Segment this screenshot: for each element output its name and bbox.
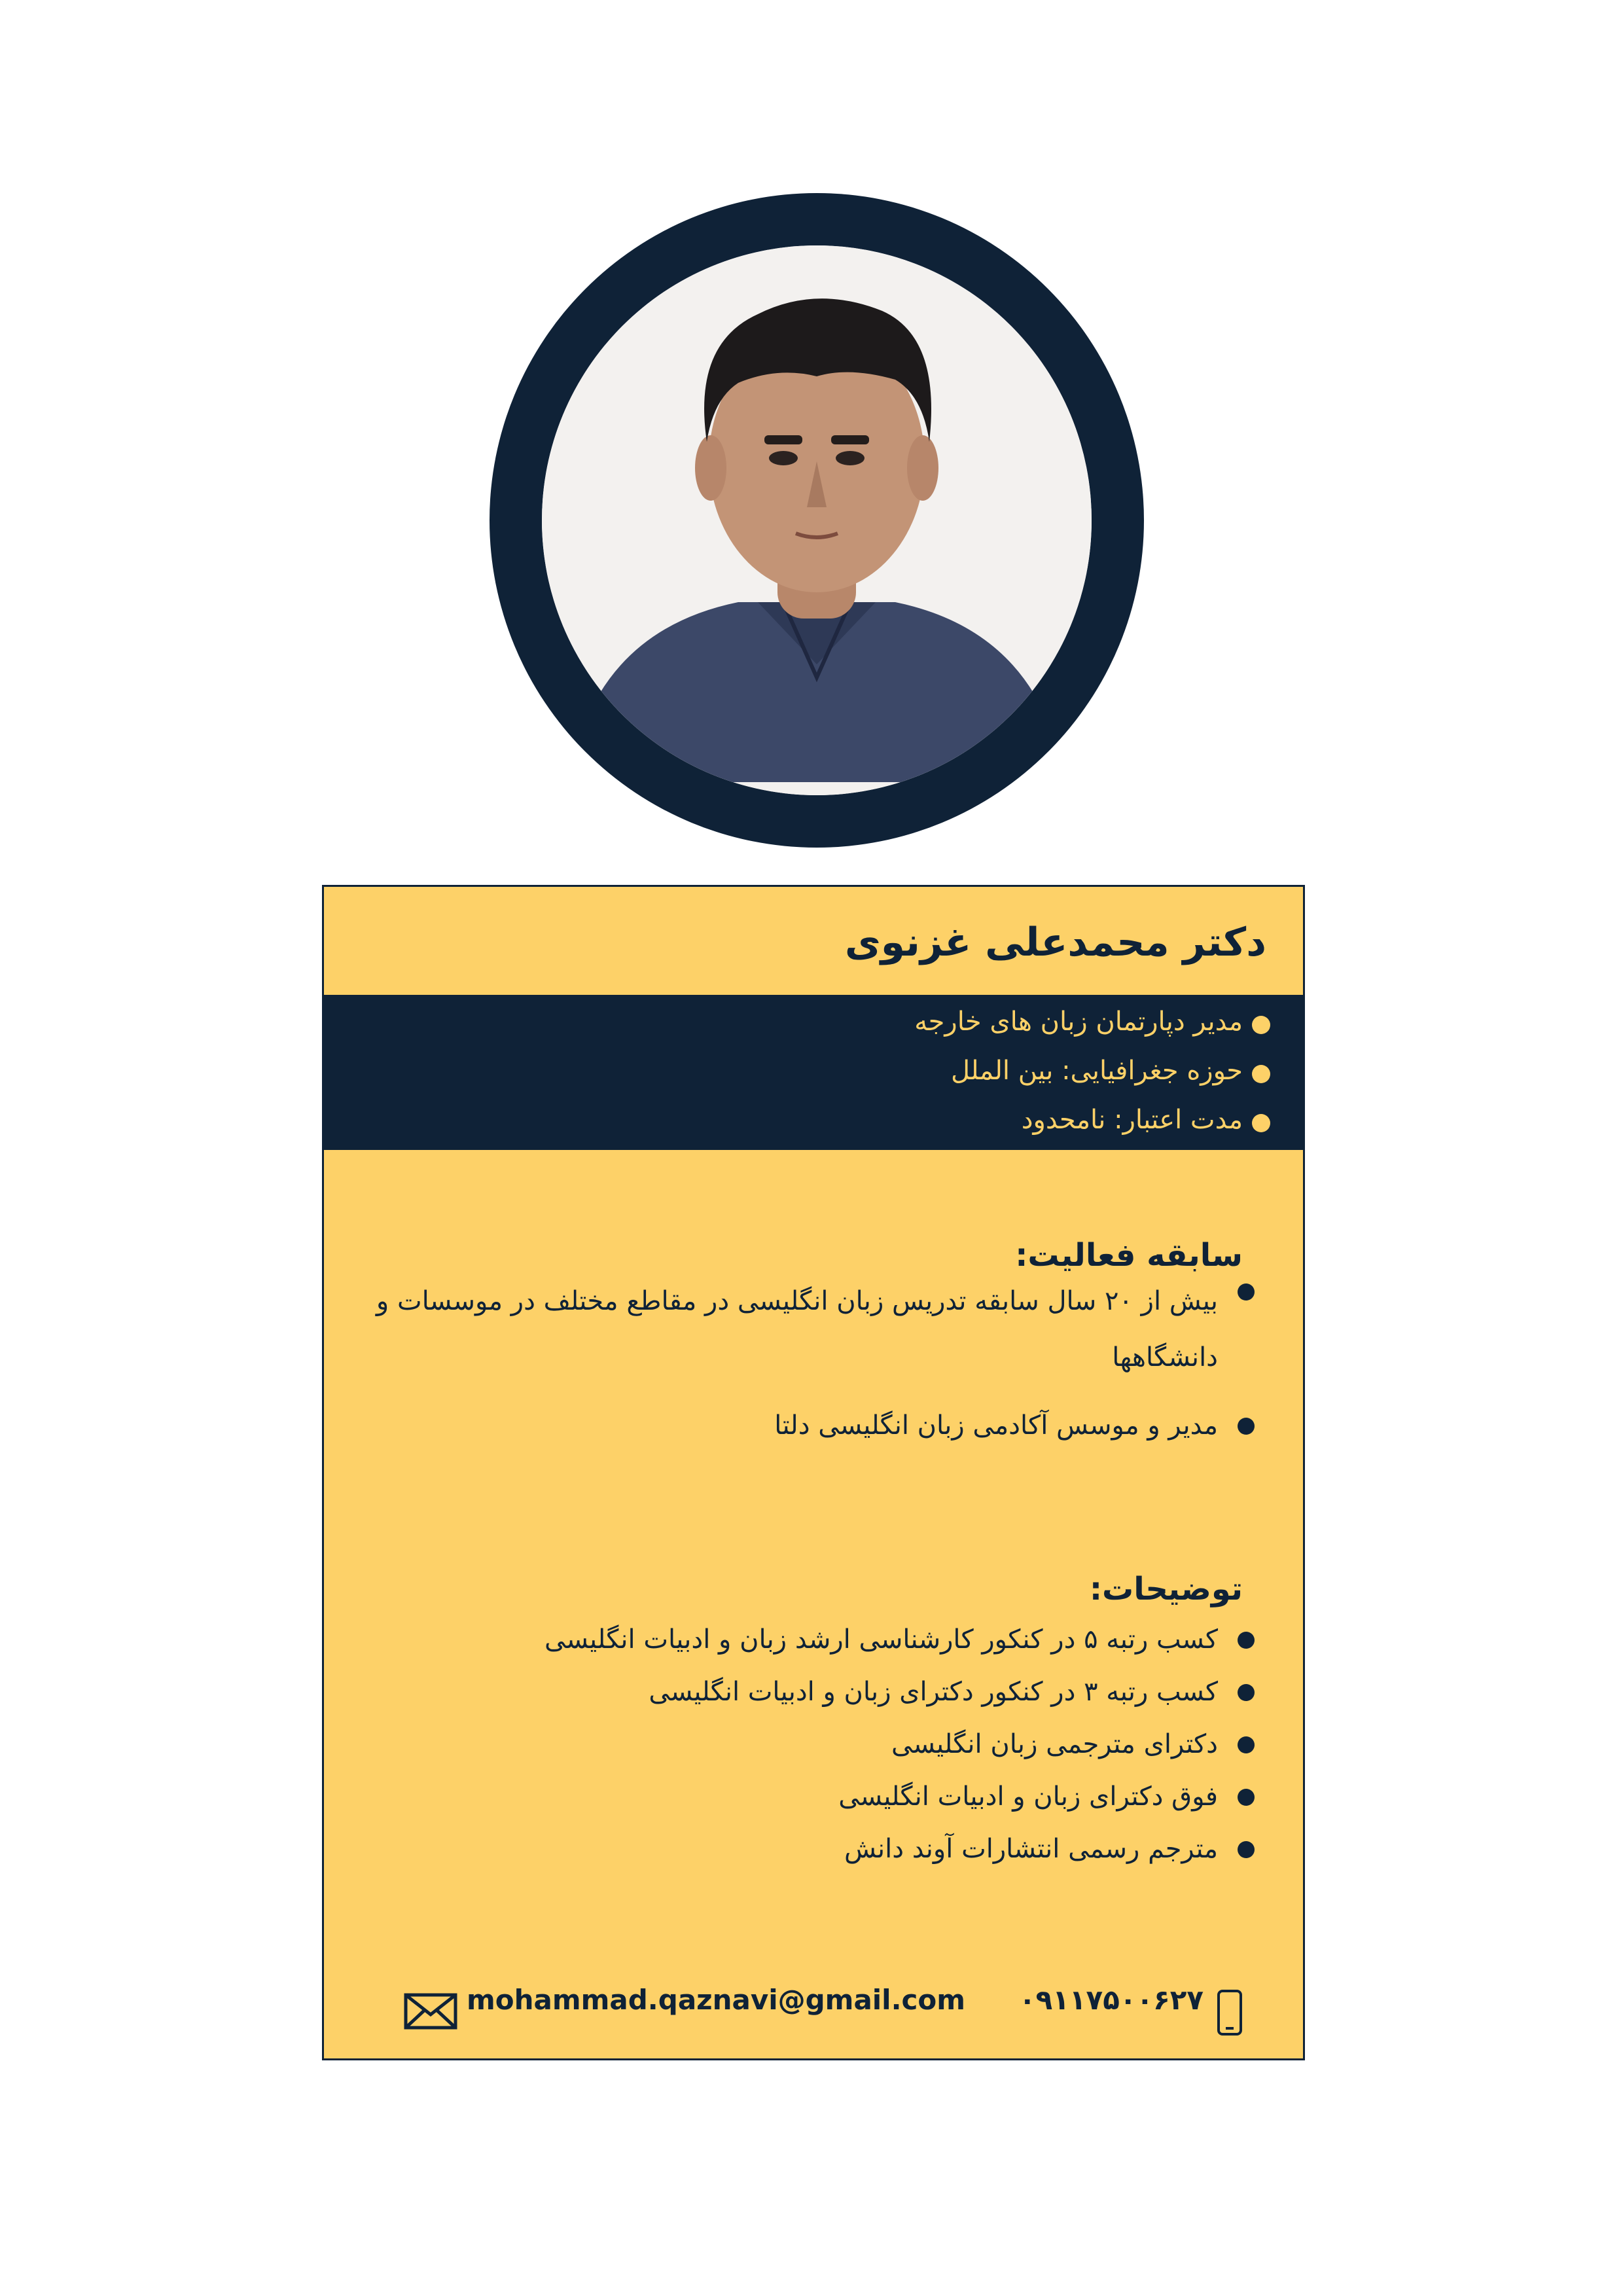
phone-number[interactable]: ۰۹۱۱۷۵۰۰۶۲۷: [1019, 1984, 1204, 2016]
portrait-image: [542, 245, 1092, 795]
notes-item: [544, 1621, 1218, 1658]
notes-item: [891, 1726, 1218, 1763]
notes-text: دکترای مترجمی زبان انگلیسی: [891, 1729, 1218, 1759]
bullet-dot-icon: [1238, 1418, 1255, 1435]
notes-text: مترجم رسمی انتشارات آوند دانش: [844, 1834, 1218, 1864]
bullet-dot-icon: [1238, 1684, 1255, 1701]
profile-photo: [542, 245, 1092, 795]
experience-text: مدیر و موسس آکادمی زبان انگلیسی دلتا: [774, 1410, 1218, 1441]
highlight-text: مدت اعتبار: نامحدود: [1021, 1105, 1243, 1135]
bullet-dot-icon: [1238, 1736, 1255, 1753]
experience-text: بیش از ۲۰ سال سابقه تدریس زبان انگلیسی در مقاطع مختلف در موسسات و دانشگاهها: [376, 1286, 1218, 1372]
notes-item: [838, 1778, 1218, 1815]
experience-title: سابقه فعالیت:: [1015, 1237, 1243, 1274]
person-name: دکتر محمدعلی غزنوی: [844, 920, 1266, 965]
profile-photo-frame: [490, 193, 1144, 848]
notes-item: [649, 1674, 1218, 1710]
mobile-phone-icon: [1217, 1989, 1243, 2036]
highlight-item: [1022, 1105, 1243, 1135]
bullet-dot-icon: [1238, 1283, 1255, 1300]
notes-text: فوق دکترای زبان و ادبیات انگلیسی: [838, 1782, 1218, 1812]
profile-card: [322, 885, 1305, 2060]
bullet-dot-icon: [1238, 1841, 1255, 1858]
experience-item: [774, 1407, 1218, 1444]
bullet-dot-icon: [1252, 1016, 1270, 1034]
highlight-text: حوزه جغرافیایی: بین الملل: [951, 1056, 1243, 1086]
notes-text: کسب رتبه ۳ در کنکور دکترای زبان و ادبیات انگلیسی: [649, 1677, 1218, 1707]
highlight-text: مدیر دپارتمان زبان های خارجه: [914, 1007, 1243, 1037]
highlights-band: [324, 995, 1303, 1150]
envelope-icon: [404, 1993, 457, 2030]
notes-item: [844, 1831, 1218, 1867]
notes-title: توضیحات:: [1089, 1571, 1243, 1607]
email-address[interactable]: mohammad.qaznavi@gmail.com: [467, 1984, 966, 2016]
bullet-dot-icon: [1252, 1065, 1270, 1083]
notes-text: کسب رتبه ۵ در کنکور کارشناسی ارشد زبان و ادبیات انگلیسی: [544, 1624, 1218, 1655]
bullet-dot-icon: [1238, 1789, 1255, 1806]
experience-item: [367, 1273, 1218, 1386]
highlight-item: [951, 1056, 1243, 1086]
highlight-item: [914, 1007, 1243, 1037]
bullet-dot-icon: [1238, 1632, 1255, 1649]
bullet-dot-icon: [1252, 1114, 1270, 1132]
